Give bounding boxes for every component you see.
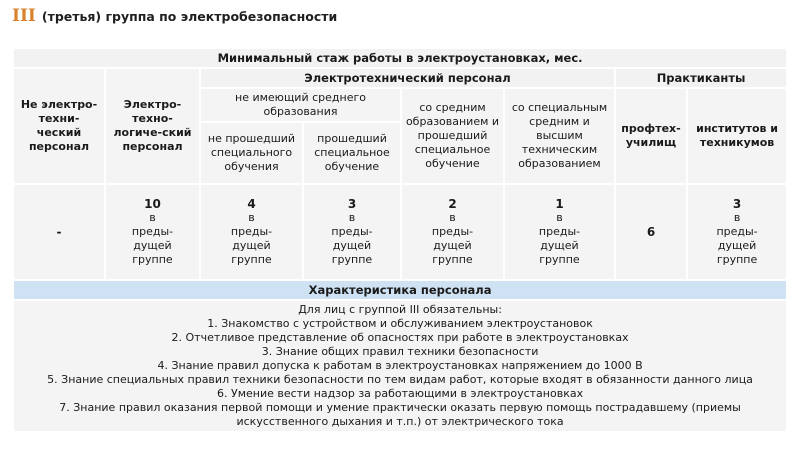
characteristics-intro: Для лиц с группой III обязательны: [298,303,502,316]
characteristic-item: 7. Знание правил оказания первой помощи и умение практически оказать первую помощь пострадавшему (приемы искусственного дыхания и т.п.) от электрического тока [59,401,741,428]
value: 3 [347,197,357,211]
value-suffix-line: дущей [433,239,472,252]
value-suffix-line: в [149,211,156,224]
value-suffix-line: в [348,211,356,224]
value-suffix-line: группе [432,253,473,266]
special-higher-header: со специальным средним и высшим техническим образованием [504,88,615,184]
value-cell [303,184,401,280]
value: 4 [247,197,256,211]
value-suffix-line: дущей [133,239,172,252]
value-suffix-line: преды- [716,225,758,238]
value-suffix-line: преды- [230,225,273,238]
table-caption: Минимальный стаж работы в электроустановках, мес. [13,48,787,68]
value-suffix-line: группе [231,253,272,266]
value-cell [13,184,105,280]
characteristic-item: 3. Знание общих правил техники безопасности [261,345,539,358]
value-suffix-line: в [733,211,741,224]
electro-staff-header: Электротехнический персонал [200,68,615,88]
vocational-header: профтех-училищ [615,88,687,184]
experience-table [12,47,788,433]
group-numeral: III [12,6,36,26]
value-suffix-line: группе [331,253,373,266]
value-suffix-line: преды- [538,225,581,238]
value-cell [105,184,200,280]
group-title-text: (третья) группа по электробезопасности [41,9,338,24]
value-suffix-line: в [556,211,563,224]
value-suffix-line: группе [539,253,580,266]
trainees-header: Практиканты [615,68,787,88]
institutes-header: институтов и техникумов [687,88,787,184]
value: 10 [144,197,161,211]
characteristic-item: 2. Отчетливое представление об опасностях при работе в электроустановках [171,331,629,344]
value-suffix-line: дущей [232,239,271,252]
value-suffix-line: преды- [431,225,474,238]
characteristic-item: 5. Знание специальных правил техники безопасности по тем видам работ, которые входят в обязанности данного лица [47,373,753,386]
characteristics-body [13,300,787,432]
value-cell [687,184,787,280]
value-suffix-line: группе [132,253,173,266]
characteristic-item: 6. Умение вести надзор за работающими в электроустановках [217,387,584,400]
value: 2 [448,197,457,211]
value: - [56,225,62,239]
characteristic-item: 1. Знакомство с устройством и обслуживанием электроустановок [207,317,593,330]
value-suffix-line: группе [716,253,758,266]
value-cell [401,184,504,280]
col-electrotech: Электро-техно-логиче-ский персонал [105,68,200,184]
value-suffix-line: в [248,211,255,224]
secondary-passed-header: со средним образованием и прошедший специальное обучение [401,88,504,184]
value-cell [504,184,615,280]
value-suffix-line: дущей [540,239,579,252]
value-suffix-line: дущей [717,239,757,252]
value-cell [200,184,303,280]
values-row [13,184,787,280]
characteristics-header: Характеристика персонала [13,280,787,300]
value-cell [615,184,687,280]
value: 3 [732,197,742,211]
value-suffix-line: дущей [332,239,372,252]
value-suffix-line: преды- [331,225,373,238]
value: 1 [555,197,564,211]
page-title [12,6,337,26]
col-non-electro: Не электро-техни-ческий персонал [13,68,105,184]
no-secondary-header: не имеющий среднего образования [200,88,401,122]
value-suffix-line: в [449,211,456,224]
passed-special-header: прошедший специальное обучение [303,122,401,184]
value-suffix-line: преды- [131,225,174,238]
value: 6 [646,225,656,239]
no-special-header: не прошедший специального обучения [200,122,303,184]
characteristic-item: 4. Знание правил допуска к работам в электроустановках напряжением до 1000 В [157,359,643,372]
